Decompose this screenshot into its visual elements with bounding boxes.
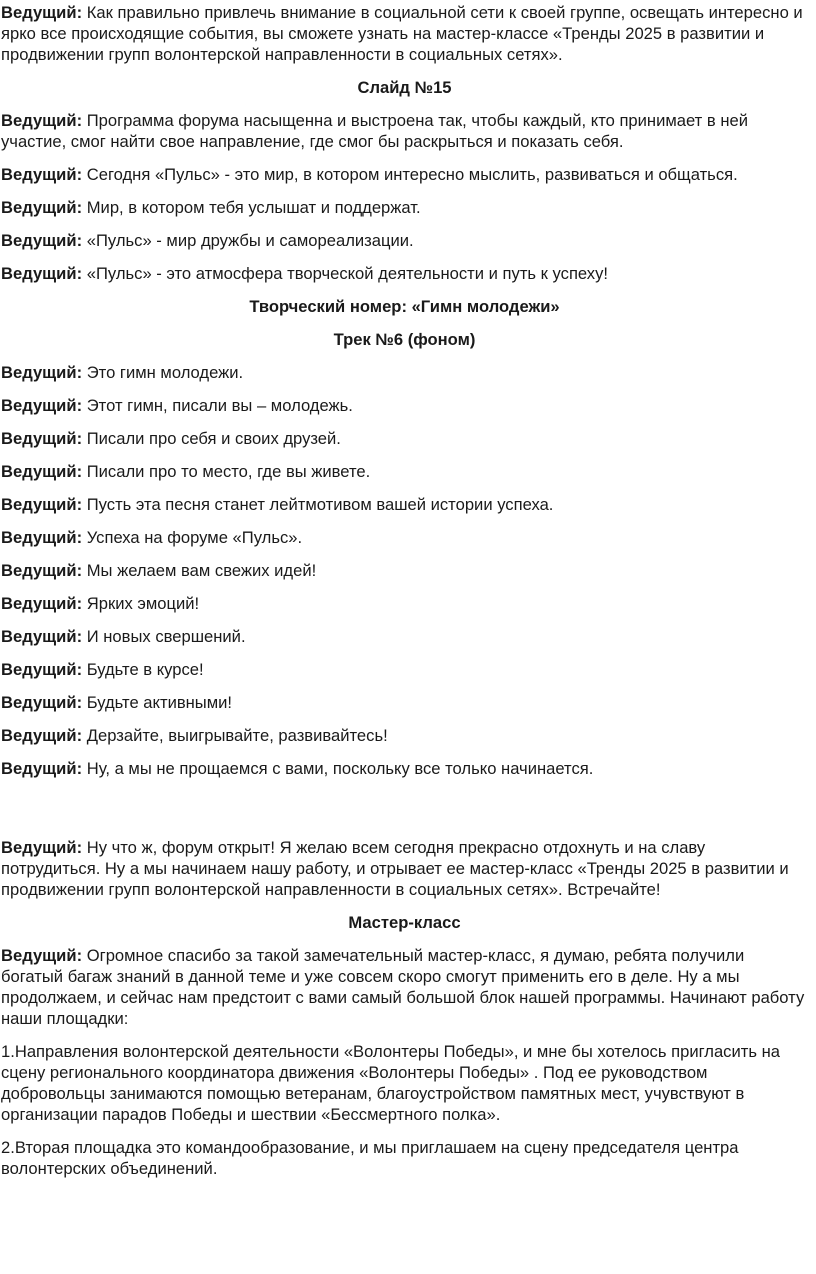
speaker-label: Ведущий: [1,528,83,547]
speaker-line [1,837,808,900]
speaker-label: Ведущий: [1,264,83,283]
speaker-line [1,945,808,1029]
speaker-label: Ведущий: [1,429,83,448]
speaker-text: Программа форума насыщенна и выстроена так, чтобы каждый, кто принимает в ней участие, смог найти свое направление, где смог бы раскрыться и показать себя. [1,111,748,151]
speaker-line [1,560,808,581]
speaker-text: Писали про себя и своих друзей. [86,429,341,448]
speaker-line [1,2,808,65]
speaker-text: И новых свершений. [86,627,246,646]
speaker-line [1,428,808,449]
speaker-label: Ведущий: [1,198,83,217]
blank-space [1,791,808,837]
speaker-line [1,230,808,251]
speaker-text: «Пульс» - мир дружбы и самореализации. [86,231,414,250]
speaker-label: Ведущий: [1,759,83,778]
speaker-line [1,461,808,482]
speaker-text: Дерзайте, выигрывайте, развивайтесь! [86,726,388,745]
speaker-line [1,494,808,515]
speaker-line [1,395,808,416]
speaker-label: Ведущий: [1,627,83,646]
speaker-label: Ведущий: [1,396,83,415]
speaker-line [1,197,808,218]
list-paragraph: 2.Вторая площадка это командообразование, и мы приглашаем на сцену председателя центра волонтерских объединений. [1,1138,739,1178]
speaker-text: Писали про то место, где вы живете. [86,462,371,481]
speaker-label: Ведущий: [1,594,83,613]
section-heading: Творческий номер: «Гимн молодежи» [249,297,560,316]
speaker-text: Ярких эмоций! [86,594,200,613]
speaker-text: Мир, в котором тебя услышат и поддержат. [86,198,421,217]
speaker-label: Ведущий: [1,660,83,679]
speaker-text: Этот гимн, писали вы – молодежь. [86,396,353,415]
speaker-line [1,659,808,680]
list-paragraph: 1.Направления волонтерской деятельности «Волонтеры Победы», и мне бы хотелось пригласить на сцену регионального координатора движения «Волонтеры Победы» . Под ее руководством добровольцы занимаются помощью ветеранам, благоустройством памятных мест, учувствуют в организации парадов Победы и шествии «Бессмертного полка». [1,1042,780,1124]
speaker-label: Ведущий: [1,3,83,22]
speaker-label: Ведущий: [1,165,83,184]
speaker-line [1,110,808,152]
speaker-label: Ведущий: [1,946,83,965]
speaker-label: Ведущий: [1,838,83,857]
speaker-text: Сегодня «Пульс» - это мир, в котором интересно мыслить, развиваться и общаться. [86,165,738,184]
speaker-label: Ведущий: [1,726,83,745]
speaker-line [1,725,808,746]
speaker-line [1,692,808,713]
speaker-label: Ведущий: [1,231,83,250]
speaker-label: Ведущий: [1,495,83,514]
speaker-label: Ведущий: [1,111,83,130]
section-heading: Трек №6 (фоном) [333,330,476,349]
speaker-text: Как правильно привлечь внимание в социальной сети к своей группе, освещать интересно и ярко все происходящие события, вы сможете узнать на мастер-классе «Тренды 2025 в развитии и продвижении групп волонтерской направленности в социальных сетях». [1,3,803,64]
speaker-line [1,263,808,284]
speaker-line [1,758,808,779]
speaker-label: Ведущий: [1,363,83,382]
section-heading: Слайд №15 [357,78,452,97]
speaker-line [1,362,808,383]
speaker-text: Пусть эта песня станет лейтмотивом вашей истории успеха. [86,495,554,514]
speaker-label: Ведущий: [1,693,83,712]
section-heading: Мастер-класс [348,913,461,932]
speaker-label: Ведущий: [1,561,83,580]
speaker-text: Ну, а мы не прощаемся с вами, поскольку все только начинается. [86,759,594,778]
speaker-line [1,593,808,614]
speaker-text: Будьте активными! [86,693,233,712]
speaker-text: Огромное спасибо за такой замечательный мастер-класс, я думаю, ребята получили богатый багаж знаний в данной теме и уже совсем скоро смогут применить его в деле. Ну а мы продолжаем, и сейчас нам предстоит с вами самый большой блок нашей программы. Начинают работу наши площадки: [1,946,805,1028]
speaker-label: Ведущий: [1,462,83,481]
speaker-text: Мы желаем вам свежих идей! [86,561,317,580]
speaker-line [1,626,808,647]
speaker-text: Будьте в курсе! [86,660,204,679]
speaker-line [1,164,808,185]
speaker-text: Это гимн молодежи. [86,363,244,382]
speaker-text: Успеха на форуме «Пульс». [86,528,303,547]
speaker-line [1,527,808,548]
speaker-text: Ну что ж, форум открыт! Я желаю всем сегодня прекрасно отдохнуть и на славу потрудиться. Ну а мы начинаем нашу работу, и отрывает ее мастер-класс «Тренды 2025 в развитии и продвижении групп волонтерской направленности в социальных сетях». Встречайте! [1,838,789,899]
speaker-text: «Пульс» - это атмосфера творческой деятельности и путь к успеху! [86,264,609,283]
